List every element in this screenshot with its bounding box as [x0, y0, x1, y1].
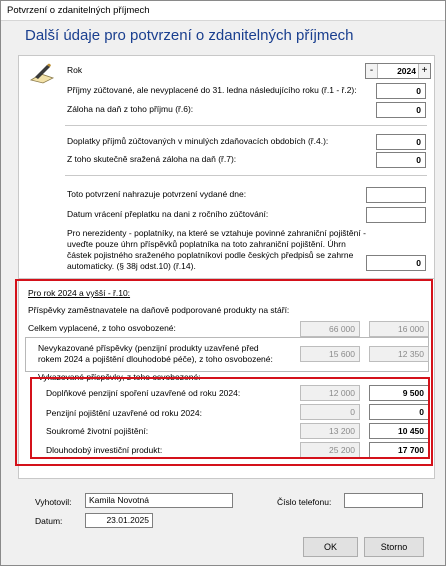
- pen-paper-icon: [29, 62, 55, 84]
- page-title: Další údaje pro potvrzení o zdanitelných příjmech: [25, 27, 354, 44]
- section-2024-subtitle: Příspěvky zaměstnavatele na daňově podporované produkty na stáří:: [28, 305, 290, 315]
- nonresident-text: Pro nerezidenty - poplatníky, na které se vztahuje povinné zahraniční pojištění - uveďte pouze úhrn příspěvků poplatníka na toto zahraniční pojištění. Úhrn částek pojistného sraženého poplatníkovi podle českých předpisů se zahrne automaticky. (§ 38j odst.10) (ř.14).: [67, 228, 366, 271]
- year-decrement-button[interactable]: -: [366, 64, 378, 78]
- unpaid-income-field[interactable]: 0: [376, 83, 426, 99]
- tax-advance-field[interactable]: 0: [376, 102, 426, 118]
- row-label: Soukromé životní pojištění:: [46, 426, 149, 436]
- date-input[interactable]: 23.01.2025: [85, 513, 153, 528]
- unreported-exempt-field: 12 350: [369, 346, 429, 362]
- year-increment-button[interactable]: +: [418, 64, 430, 78]
- reported-label: Vykazované příspěvky, z toho osvobozené:: [38, 372, 201, 382]
- issuer-input[interactable]: Kamila Novotná: [85, 493, 233, 508]
- divider: [65, 175, 427, 176]
- section-2024-title: Pro rok 2024 a vyšší - ř.10:: [28, 288, 131, 298]
- row-label: Záloha na daň z toho příjmu (ř.6):: [67, 104, 194, 114]
- row-label: Dlouhodobý investiční produkt:: [46, 445, 163, 455]
- phone-label: Číslo telefonu:: [277, 497, 332, 507]
- row-label: Penzijní pojištění uzavřené od roku 2024:: [46, 408, 202, 418]
- date-label: Datum:: [35, 516, 63, 526]
- year-value: 2024: [397, 66, 416, 76]
- cancel-button[interactable]: Storno: [364, 537, 424, 557]
- issuer-label: Vyhotovil:: [35, 497, 72, 507]
- pension-exempt-field[interactable]: 0: [369, 404, 429, 420]
- investment-paid-field: 25 200: [300, 442, 360, 458]
- unreported-label: Nevykazované příspěvky (penzijní produkty uzavřené před rokem 2024 a pojištění dlouhodobé péče), z toho osvobozené:: [38, 343, 273, 364]
- row-label: Doplatky příjmů zúčtovaných v minulých zdaňovacích obdobích (ř.4.):: [67, 136, 329, 146]
- row-label: Z toho skutečně sražená záloha na daň (ř.7):: [67, 154, 237, 164]
- dps-paid-field: 12 000: [300, 385, 360, 401]
- life-insurance-paid-field: 13 200: [300, 423, 360, 439]
- phone-input[interactable]: [344, 493, 423, 508]
- row-label: Příjmy zúčtované, ale nevyplacené do 31. ledna následujícího roku (ř.1 - ř.2):: [67, 85, 357, 95]
- year-spinner[interactable]: [365, 63, 431, 79]
- highlight-reported: [30, 377, 430, 459]
- pension-paid-field: 0: [300, 404, 360, 420]
- year-label: Rok: [67, 65, 83, 75]
- investment-exempt-field[interactable]: 17 700: [369, 442, 429, 458]
- row-label: Doplňkové penzijní spoření uzavřené od roku 2024:: [46, 388, 241, 398]
- life-insurance-exempt-field[interactable]: 10 450: [369, 423, 429, 439]
- replaces-date-field[interactable]: [366, 187, 426, 203]
- total-paid-field: 66 000: [300, 321, 360, 337]
- refund-date-field[interactable]: [366, 207, 426, 223]
- window-title: Potvrzení o zdanitelných příjmech: [1, 1, 445, 21]
- foreign-insurance-field[interactable]: 0: [366, 255, 426, 271]
- withheld-advance-field[interactable]: 0: [376, 152, 426, 168]
- unreported-paid-field: 15 600: [300, 346, 360, 362]
- total-exempt-field: 16 000: [369, 321, 429, 337]
- total-label: Celkem vyplacené, z toho osvobozené:: [28, 323, 176, 333]
- row-label: Datum vrácení přeplatku na dani z ročního zúčtování:: [67, 209, 269, 219]
- divider: [65, 125, 427, 126]
- dps-exempt-field[interactable]: 9 500: [369, 385, 429, 401]
- ok-button[interactable]: OK: [303, 537, 358, 557]
- row-label: Toto potvrzení nahrazuje potvrzení vydané dne:: [67, 189, 247, 199]
- past-income-field[interactable]: 0: [376, 134, 426, 150]
